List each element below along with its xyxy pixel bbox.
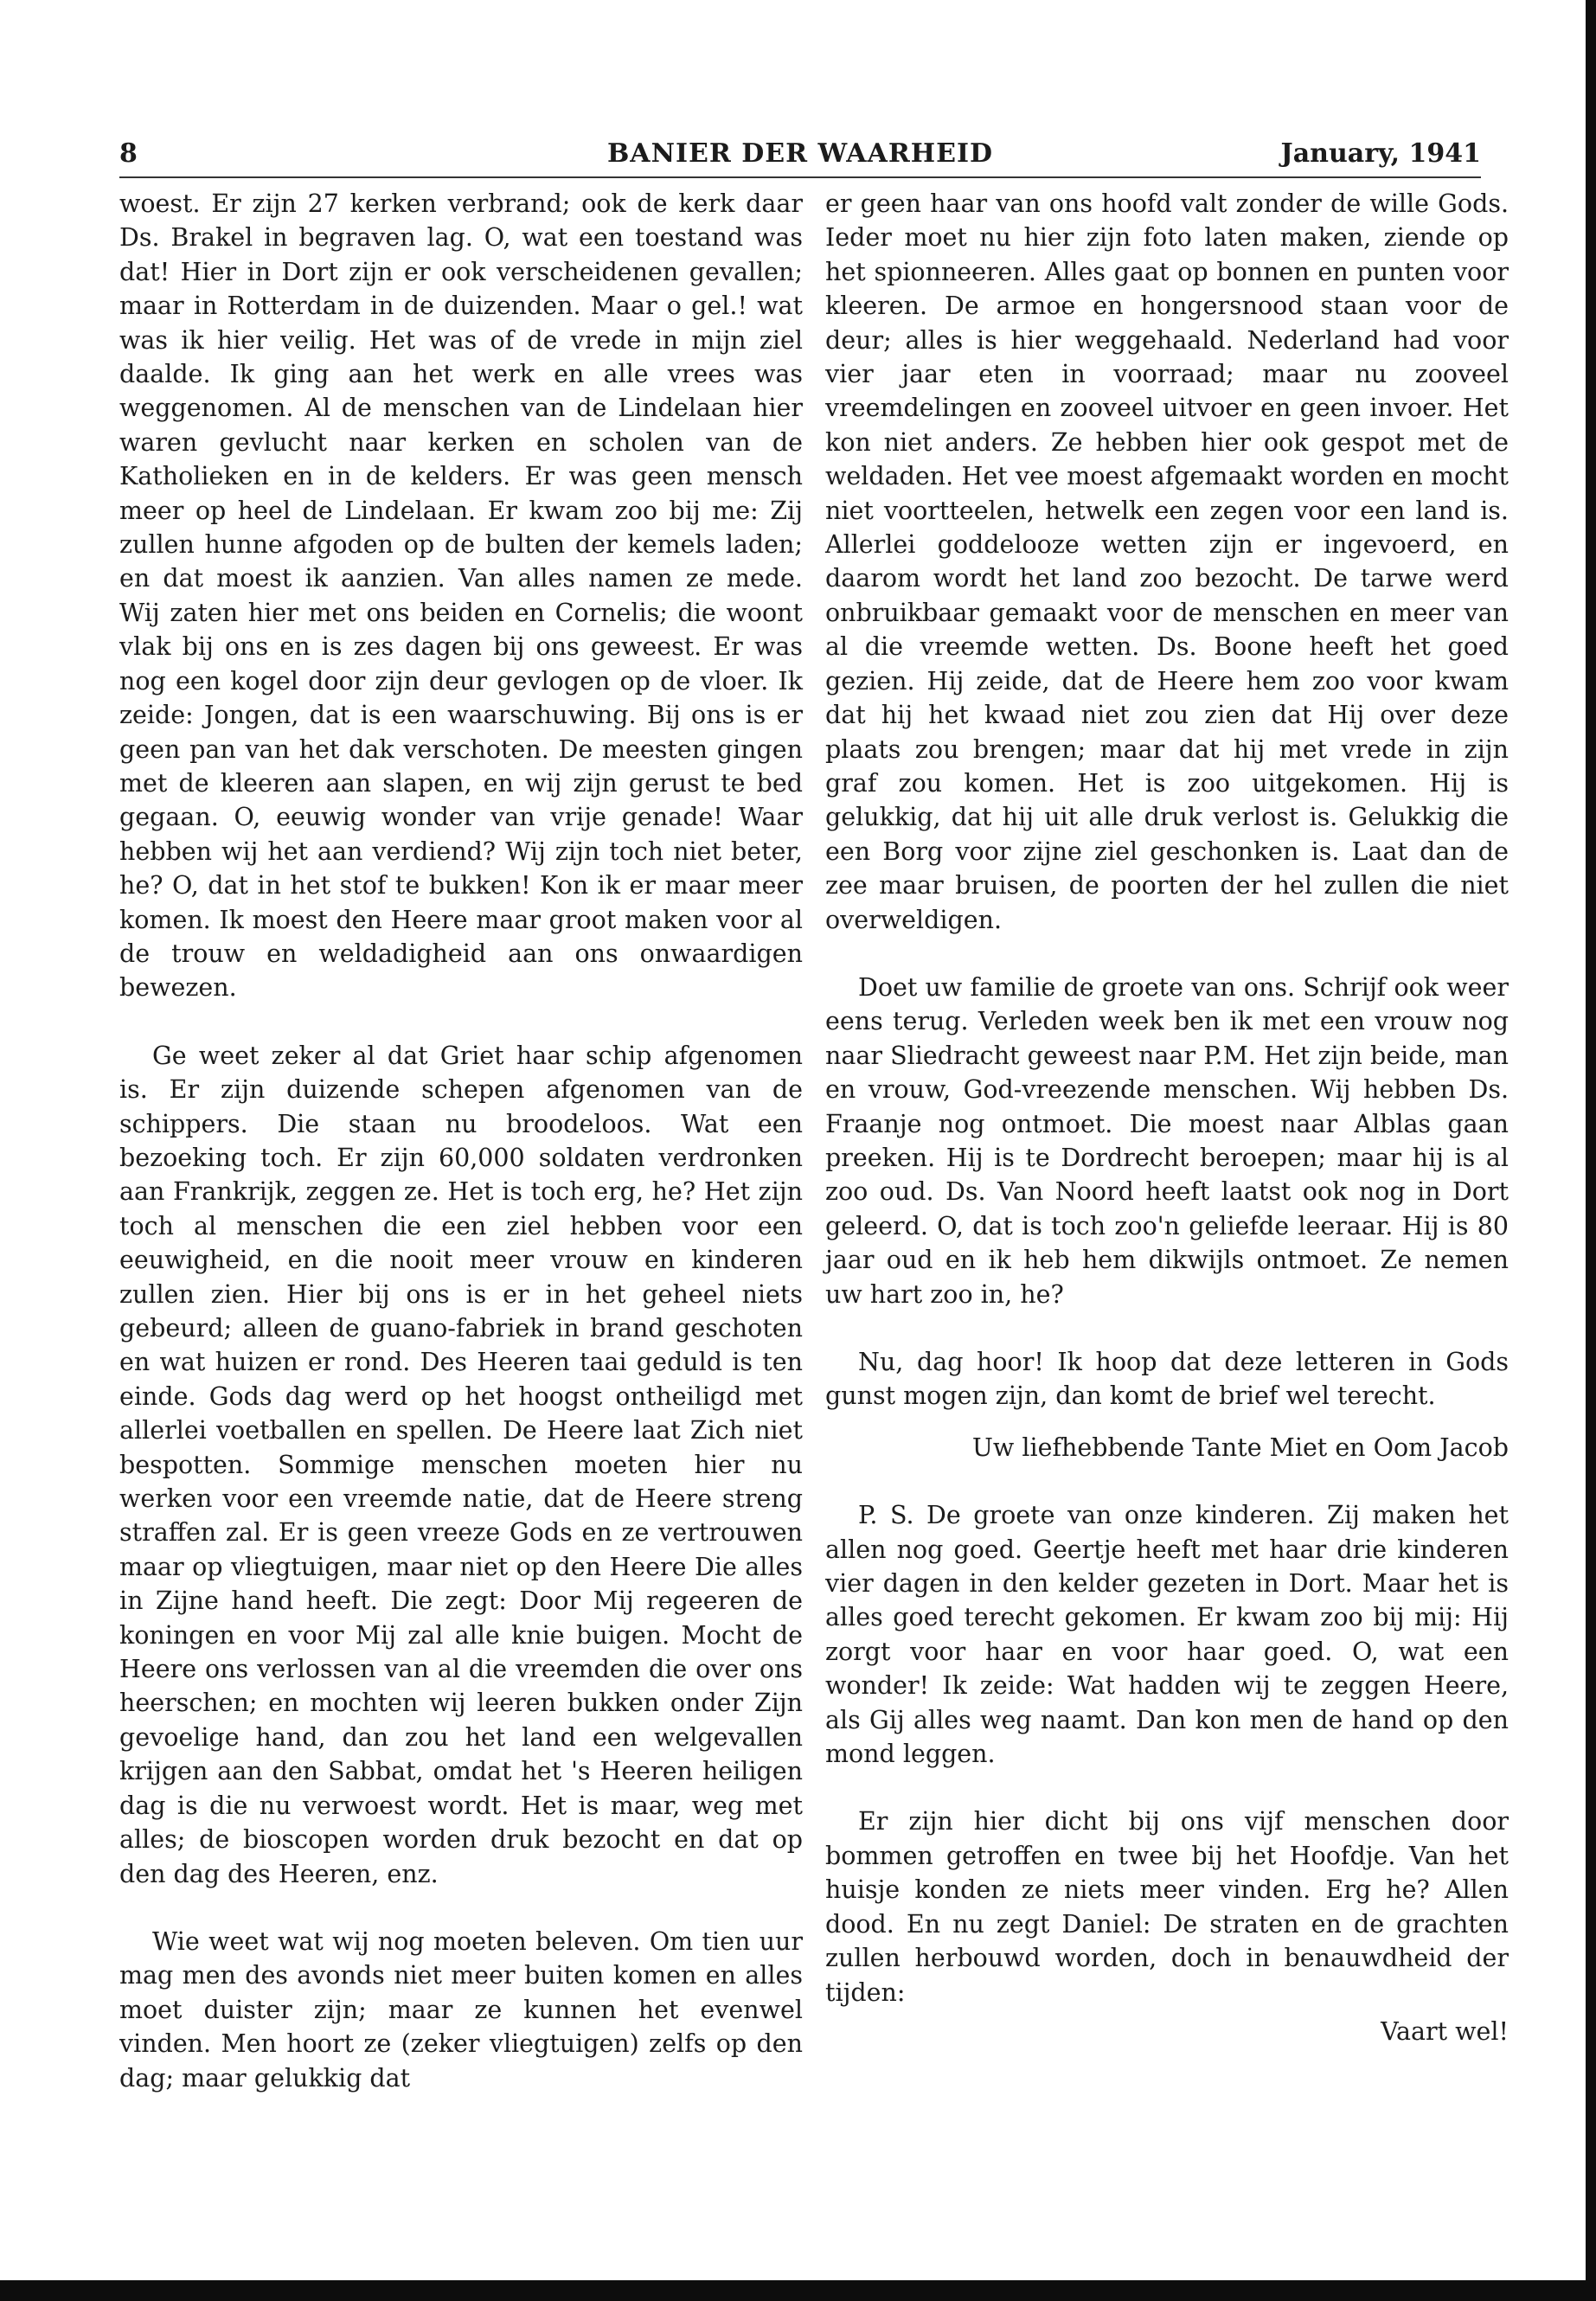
scan-border-bottom [0, 2280, 1596, 2301]
paragraph: er geen haar van ons hoofd valt zonder de wille Gods. Ieder moet nu hier zijn foto laten maken, ziende op het spionneeren. Alles gaat op bonnen en punten voor kleeren. De armoe en hongersnood staan voor de deur; alles is hier weggehaald. Nederland had voor vier jaar eten in voorraad; maar nu zooveel vreemdelingen en zooveel uitvoer en geen invoer. Het kon niet anders. Ze hebben hier ook gespot met de weldaden. Het vee moest afgemaakt worden en mocht niet voortteelen, hetwelk een zegen voor een land is. Allerlei goddelooze wetten zijn er ingevoerd, en daarom wordt het land zoo bezocht. De tarwe werd onbruikbaar gemaakt voor de menschen en meer van al die vreemde wetten. Ds. Boone heeft het goed gezien. Hij zeide, dat de Heere hem zoo voor kwam dat hij het kwaad niet zou zien dat Hij over deze plaats zou brengen; maar dat hij met vrede in zijn graf zou komen. Het is zoo uitgekomen. Hij is gelukkig, dat hij uit alle druk verlost is. Gelukkig die een Borg voor zijne ziel geschonken is. Laat dan de zee maar bruisen, de poorten der hel zullen die niet overweldigen. [825, 189, 1509, 934]
page-header [119, 138, 1481, 182]
paragraph: Wie weet wat wij nog moeten beleven. Om tien uur mag men des avonds niet meer buiten komen en alles moet duister zijn; maar ze kunnen het evenwel vinden. Men hoort ze (zeker vliegtuigen) zelfs op den dag; maar gelukkig dat [119, 1926, 803, 2093]
paragraph: woest. Er zijn 27 kerken verbrand; ook de kerk daar Ds. Brakel in begraven lag. O, wat een toestand was dat! Hier in Dort zijn er ook verscheidenen gevallen; maar in Rotterdam in de duizenden. Maar o gel.! wat was ik hier veilig. Het was of de vrede in mijn ziel daalde. Ik ging aan het werk en alle vrees was weggenomen. Al de menschen van de Lindelaan hier waren gevlucht naar kerken en scholen van de Katholieken en in de kelders. Er was geen mensch meer op heel de Lindelaan. Er kwam zoo bij me: Zij zullen hunne afgoden op de bulten der kemels laden; en dat moest ik aanzien. Van alles namen ze mede. Wij zaten hier met ons beiden en Cornelis; die woont vlak bij ons en is zes dagen bij ons geweest. Er was nog een kogel door zijn deur gevlogen op de vloer. Ik zeide: Jongen, dat is een waarschuwing. Bij ons is er geen pan van het dak verschoten. De meesten gingen met de kleeren aan slapen, en wij zijn gerust te bed gegaan. O, eeuwig wonder van vrije genade! Waar hebben wij het aan verdiend? Wij zijn toch niet beter, he? O, dat in het stof te bukken! Kon ik er maar meer komen. Ik moest den Heere maar groot maken voor al de trouw en weldadigheid aan ons onwaardigen bewezen. [119, 189, 803, 1003]
paragraph: Nu, dag hoor! Ik hoop dat deze letteren in Gods gunst mogen zijn, dan komt de brief wel terecht. [825, 1348, 1509, 1411]
header-divider [119, 176, 1481, 178]
right-column [825, 187, 1509, 2048]
paragraph: Ge weet zeker al dat Griet haar schip afgenomen is. Er zijn duizende schepen afgenomen van de schippers. Die staan nu broodeloos. Wat een bezoeking toch. Er zijn 60,000 soldaten verdronken aan Frankrijk, zeggen ze. Het is toch erg, he? Het zijn toch al menschen die een ziel hebben voor een eeuwigheid, en die nooit meer vrouw en kinderen zullen zien. Hier bij ons is er in het geheel niets gebeurd; alleen de guano-fabriek in brand geschoten en wat huizen er rond. Des Heeren taai geduld is ten einde. Gods dag werd op het hoogst ontheiligd met allerlei voetballen en spellen. De Heere laat Zich niet bespotten. Sommige menschen moeten hier nu werken voor een vreemde natie, dat de Heere streng straffen zal. Er is geen vreeze Gods en ze vertrouwen maar op vliegtuigen, maar niet op den Heere Die alles in Zijne hand heeft. Die zegt: Door Mij regeeren de koningen en voor Mij zal alle knie buigen. Mocht de Heere ons verlossen van al die vreemden die over ons heerschen; en mochten wij leeren bukken onder Zijn gevoelige hand, dan zou het land een welgevallen krijgen aan den Sabbat, omdat het 's Heeren heiligen dag is die nu verwoest wordt. Het is maar, weg met alles; de bioscopen worden druk bezocht en dat op den dag des Heeren, enz. [119, 1041, 803, 1888]
journal-title: BANIER DER WAARHEID [606, 138, 994, 169]
left-column [119, 187, 803, 2095]
paragraph: Doet uw familie de groete van ons. Schrijf ook weer eens terug. Verleden week ben ik met een vrouw nog naar Sliedracht geweest naar P.M. Het zijn beide, man en vrouw, God-vreezende menschen. Wij hebben Ds. Fraanje nog ontmoet. Die moest naar Alblas gaan preeken. Hij is te Dordrecht beroepen; maar hij is al zoo oud. Ds. Van Noord heeft laatst ook nog in Dort geleerd. O, dat is toch zoo'n geliefde leeraar. Hij is 80 jaar oud en ik heb hem dikwijls ontmoet. Ze nemen uw hart zoo in, he? [825, 972, 1509, 1309]
postscript: P. S. De groete van onze kinderen. Zij maken het allen nog goed. Geertje heeft met haar drie kinderen vier dagen in den kelder gezeten in Dort. Maar het is alles goed terecht gekomen. Er kwam zoo bij mij: Hij zorgt voor haar en voor haar goed. O, wat een wonder! Ik zeide: Wat hadden wij te zeggen Heere, als Gij alles weg naamt. Dan kon men de hand op den mond leggen. [825, 1501, 1509, 1769]
issue-date: January, 1941 [1280, 138, 1481, 169]
paragraph: Er zijn hier dicht bij ons vijf menschen door bommen getroffen en twee bij het Hoofdje. Van het huisje konden ze niets meer vinden. Erg he? Allen dood. En nu zegt Daniel: De straten en de grachten zullen herbouwd worden, doch in benauwdheid der tijden: [825, 1807, 1509, 2007]
scan-border-right [1586, 0, 1596, 2301]
letter-signature: Uw liefhebbende Tante Miet en Oom Jacob [971, 1433, 1509, 1462]
page-number: 8 [119, 138, 138, 169]
letter-closing: Vaart wel! [1381, 2016, 1509, 2046]
